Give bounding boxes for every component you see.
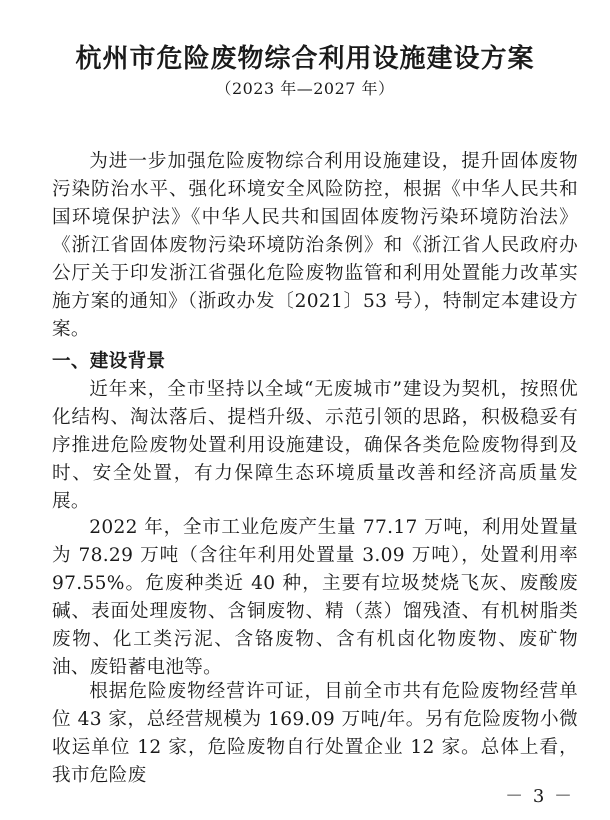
intro-paragraph: 为进一步加强危险废物综合利用设施建设，提升固体废物污染防治水平、强化环境安全风险防控，根据《中华人民共和国环境保护法》《中华人民共和国固体废物污染环境防治法》《浙江省固体废物污染环境防治条例》和《浙江省人民政府办公厅关于印发浙江省强化危险废物监管和利用处置能力改革实施方案的通知》（浙政办发〔2021〕53 号），特制定本建设方案。 xyxy=(52,151,578,340)
document-subtitle: （2023 年—2027 年） xyxy=(215,79,395,98)
background-paragraph: 近年来，全市坚持以全域“无废城市”建设为契机，按照优化结构、淘汰落后、提档升级、示范引领的思路，积极稳妥有序推进危险废物处置利用设施建设，确保各类危险废物得到及时、安全处置，有力保障生态环境质量改善和经济高质量发展。 xyxy=(52,379,578,512)
statistics-paragraph: 2022 年，全市工业危废产生量 77.17 万吨，利用处置量为 78.29 万吨（含往年利用处置量 3.09 万吨），处置利用率 97.55%。危废种类近 40 种，主要有垃圾焚烧飞灰、废酸废碱、表面处理废物、含铜废物、精（蒸）馏残渣、有机树脂类废物、化工类污泥、含铬废物、含有机卤化物废物、废矿物油、废铅蓄电池等。 xyxy=(52,517,578,678)
license-paragraph: 根据危险废物经营许可证，目前全市共有危险废物经营单位 43 家，总经营规模为 169.09 万吨/年。另有危险废物小微收运单位 12 家，危险废物自行处置企业 12 家。总体上看，我市危险废 xyxy=(52,681,578,786)
document-title: 杭州市危险废物综合利用设施建设方案 xyxy=(75,44,535,74)
page-number: － 3 － xyxy=(505,786,574,807)
section-heading-background: 一、建设背景 xyxy=(52,351,166,372)
